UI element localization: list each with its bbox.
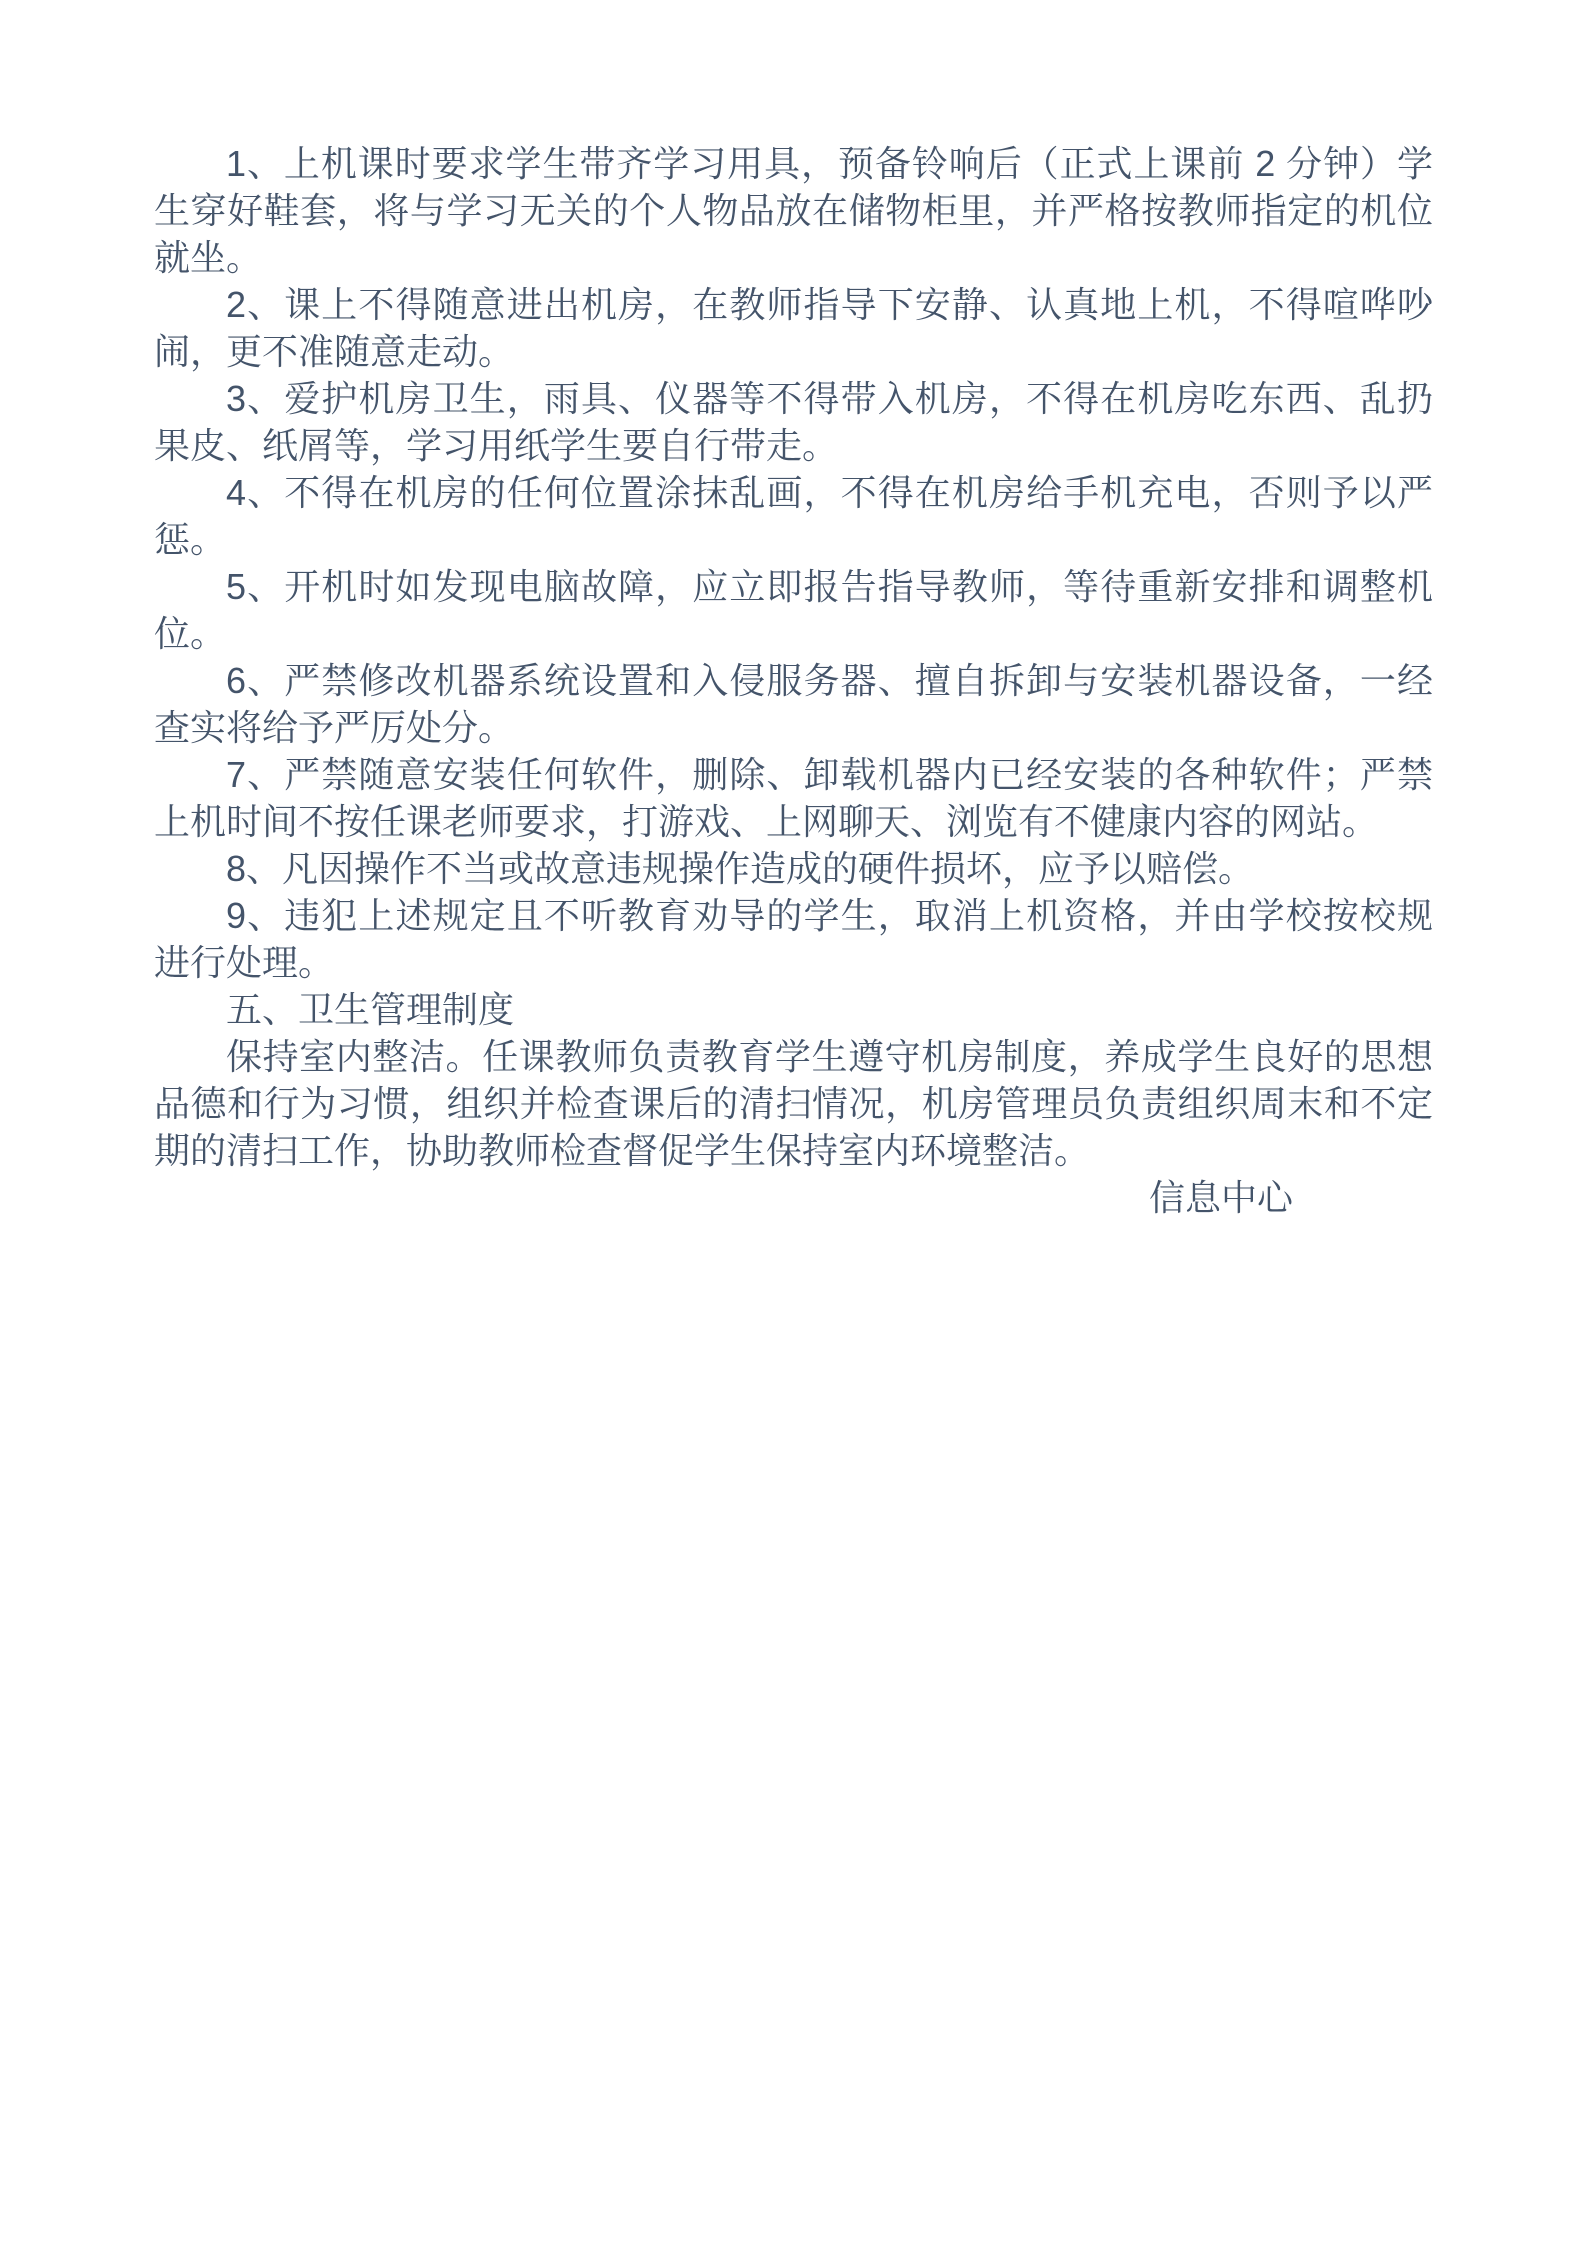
- paragraph-rule-6: 6、严禁修改机器系统设置和入侵服务器、擅自拆卸与安装机器设备，一经查实将给予严厉处分。: [154, 660, 1433, 748]
- closing-paragraph: 保持室内整洁。任课教师负责教育学生遵守机房制度，养成学生良好的思想品德和行为习惯，组织并检查课后的清扫情况，机房管理员负责组织周末和不定期的清扫工作，协助教师检查督促学生保持室内环境整洁。: [154, 1036, 1433, 1171]
- section-heading: 五、卫生管理制度: [226, 989, 515, 1030]
- paragraph-rule-8: 8、凡因操作不当或故意违规操作造成的硬件损坏，应予以赔偿。: [226, 848, 1255, 889]
- signature: 信息中心: [1148, 1177, 1293, 1218]
- paragraph-rule-7: 7、严禁随意安装任何软件，删除、卸载机器内已经安装的各种软件；严禁上机时间不按任课老师要求，打游戏、上网聊天、浏览有不健康内容的网站。: [154, 754, 1433, 842]
- paragraph-rule-4: 4、不得在机房的任何位置涂抹乱画，不得在机房给手机充电，否则予以严惩。: [154, 472, 1433, 560]
- paragraph-rule-2: 2、课上不得随意进出机房，在教师指导下安静、认真地上机，不得喧哗吵闹，更不准随意走动。: [154, 284, 1433, 372]
- paragraph-rule-3: 3、爱护机房卫生，雨具、仪器等不得带入机房，不得在机房吃东西、乱扔果皮、纸屑等，学习用纸学生要自行带走。: [154, 378, 1433, 466]
- paragraph-rule-9: 9、违犯上述规定且不听教育劝导的学生，取消上机资格，并由学校按校规进行处理。: [154, 895, 1433, 983]
- paragraph-rule-5: 5、开机时如发现电脑故障，应立即报告指导教师，等待重新安排和调整机位。: [154, 566, 1433, 654]
- paragraph-rule-1: 1、上机课时要求学生带齐学习用具，预备铃响后（正式上课前 2 分钟）学生穿好鞋套，将与学习无关的个人物品放在储物柜里，并严格按教师指定的机位就坐。: [154, 143, 1433, 278]
